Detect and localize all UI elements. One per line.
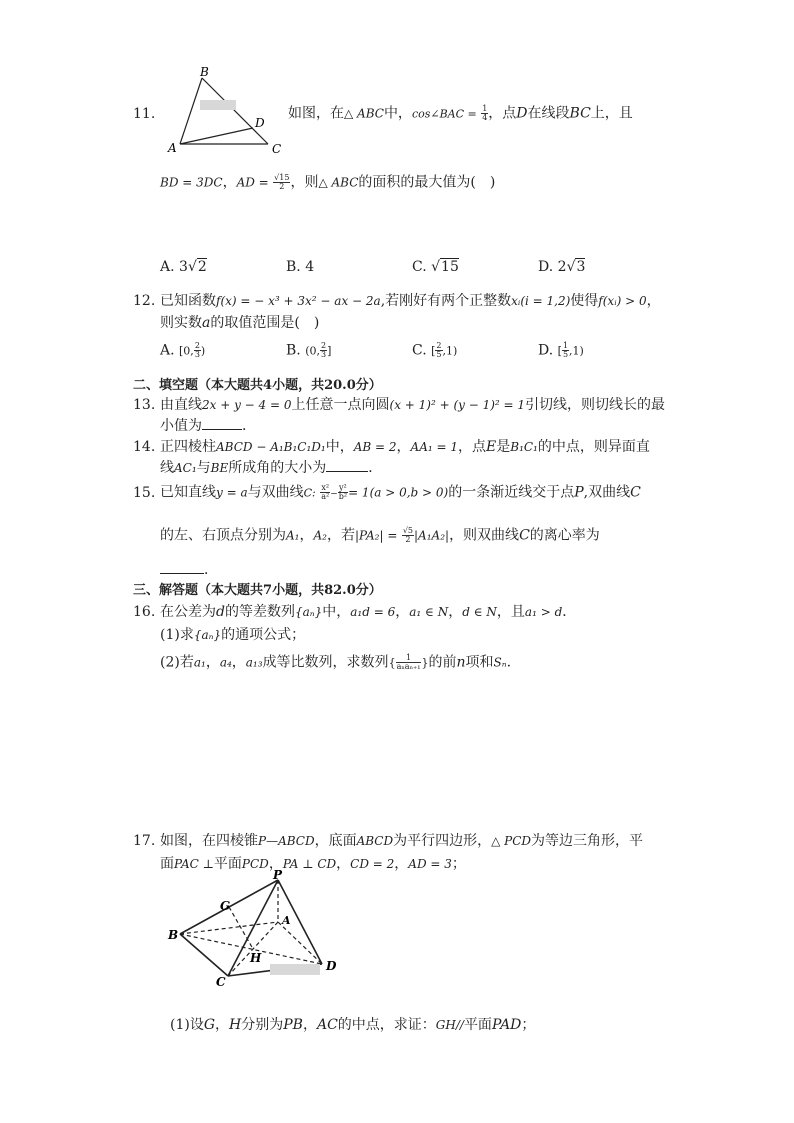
q17-part1: (1)设G，H分别为PB，AC的中点，求证：GH//平面PAD； <box>170 1017 536 1033</box>
q12-option-b[interactable]: B. (0, $\frac{2}{3}$ ] <box>286 341 332 359</box>
q11-line1: 如图，在△ ABC中，cos∠BAC = $\frac{1}{4}$ ，点D在线段BC上，且 <box>288 104 633 122</box>
q15-line1: 已知直线y = a与双曲线C: $\frac{\text{x²}}{\text{a²}}$ − $\frac{\text{y²}}{\text{b²}}$ = 1(a > 0,b > 0)的一条渐近线交于点P,双曲线C <box>160 483 641 501</box>
q14-number: 14. <box>133 439 156 455</box>
q11-cos-fraction: $\frac{1}{4}$ <box>482 104 488 122</box>
q17-label-d: D <box>326 959 337 973</box>
q13-line2: 小值为 ． <box>160 418 256 434</box>
q16-line1: 在公差为d的等差数列{aₙ}中，a₁d = 6，a₁ ∈ N，d ∈ N，且a₁ > d． <box>160 604 577 620</box>
q12-option-c[interactable]: C. [ $\frac{2}{5}$ ,1) <box>412 341 458 359</box>
q11-option-c[interactable]: C. √15 <box>412 259 459 275</box>
q17-label-p: P <box>273 868 283 882</box>
q11-ad-fraction: $\frac{√15}{2}$ <box>274 173 290 191</box>
q15-answer-blank[interactable] <box>160 573 204 574</box>
q17-label-h: H <box>250 951 262 965</box>
q17-label-b: B <box>168 928 179 942</box>
q16-part1: (1)求{aₙ}的通项公式； <box>160 627 306 643</box>
q17-number: 17. <box>133 833 156 849</box>
q11-option-b[interactable]: B. 4 <box>286 259 315 275</box>
q17-label-g: G <box>220 899 231 913</box>
q15-sqrt5-fraction: $\frac{√5}{2}$ <box>402 526 414 544</box>
q14-answer-blank[interactable] <box>326 471 368 472</box>
q14-line2: 线AC₁与BE所成角的大小为 ． <box>160 460 383 476</box>
q16-number: 16. <box>133 604 156 620</box>
q11-label-b: B <box>200 65 209 79</box>
q13-line1: 由直线2x + y − 4 = 0上任意一点向圆(x + 1)² + (y − 1)² = 1引切线，则切线长的最 <box>160 397 666 413</box>
q11-option-a[interactable]: A. 3√2 <box>160 259 207 275</box>
q11-label-a: A <box>168 141 177 155</box>
q17-label-c: C <box>216 975 226 989</box>
q11-triangle-figure <box>164 64 290 158</box>
q15-line3: ． <box>160 563 218 577</box>
q15-number: 15. <box>133 485 156 501</box>
q12-option-a[interactable]: A. [0, $\frac{2}{3}$ ) <box>160 341 206 359</box>
q14-line1: 正四棱柱ABCD − A₁B₁C₁D₁中，AB = 2，AA₁ = 1，点E是B₁C₁的中点，则异面直 <box>160 439 650 455</box>
q13-number: 13. <box>133 397 156 413</box>
q16-sequence-fraction: $\frac{1}{\text{aₙaₙ₊₁}}$ <box>396 653 421 671</box>
q11-label-c: C <box>272 142 282 156</box>
q15-line2: 的左、右顶点分别为A₁，A₂，若|PA₂| = $\frac{√5}{2}$ |A₁A₂|，则双曲线C的离心率为 <box>160 526 600 544</box>
q16-part2: (2)若a₁，a₄，a₁₃成等比数列，求数列{ $\frac{1}{\text{aₙaₙ₊₁}}$ }的前n项和Sₙ. <box>160 653 512 671</box>
q12-line2: 则实数a的取值范围是( ) <box>160 315 320 331</box>
q17-line1: 如图，在四棱锥P—ABCD，底面ABCD为平行四边形，△ PCD为等边三角形，平 <box>160 833 644 849</box>
q17-label-a: A <box>282 914 291 927</box>
q12-line1: 已知函数f(x) = − x³ + 3x² − ax − 2a,若刚好有两个正整数xᵢ(i = 1,2)使得f(xᵢ) > 0， <box>160 293 661 309</box>
q11-number: 11. <box>133 106 156 122</box>
q11-label-d: D <box>255 116 265 130</box>
section2-title: 二、填空题（本大题共4小题，共20.0分） <box>133 378 382 393</box>
q12-option-d[interactable]: D. [ $\frac{1}{5}$ ,1) <box>538 341 584 359</box>
q11-line2: BD = 3DC，AD = $\frac{√15}{2}$ ，则△ ABC的面积的最大值为( ) <box>160 173 496 191</box>
q11-option-d[interactable]: D. 2√3 <box>538 259 586 275</box>
q13-answer-blank[interactable] <box>202 429 242 430</box>
section3-title: 三、解答题（本大题共7小题，共82.0分） <box>133 583 382 598</box>
q17-pyramid-figure <box>164 868 344 989</box>
q12-number: 12. <box>133 293 156 309</box>
q17-line2: 面PAC ⊥平面PCD，PA ⊥ CD，CD = 2，AD = 3； <box>160 856 466 872</box>
q15-x-fraction: $\frac{\text{x²}}{\text{a²}}$ <box>321 483 330 501</box>
q15-y-fraction: $\frac{\text{y²}}{\text{b²}}$ <box>338 483 348 501</box>
